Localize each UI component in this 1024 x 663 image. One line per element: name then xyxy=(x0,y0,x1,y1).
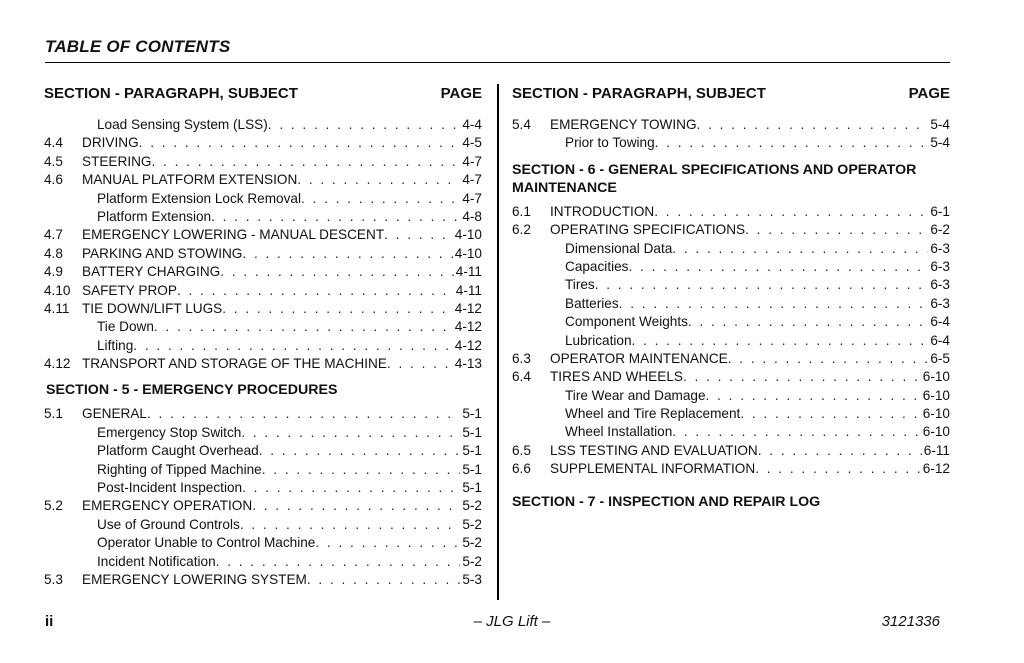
toc-entry-page: 4-5 xyxy=(462,135,482,151)
toc-entry-title: EMERGENCY LOWERING - MANUAL DESCENT xyxy=(82,227,385,243)
toc-entry[interactable] xyxy=(512,387,950,405)
toc-entry-title: TRANSPORT AND STORAGE OF THE MACHINE xyxy=(82,356,387,372)
dot-leader xyxy=(241,424,460,442)
section-5-heading[interactable]: SECTION - 5 - EMERGENCY PROCEDURES xyxy=(46,382,338,399)
toc-entry[interactable] xyxy=(44,263,482,281)
toc-entry-title: EMERGENCY TOWING xyxy=(550,117,697,132)
dot-leader xyxy=(745,221,928,239)
dot-leader xyxy=(220,263,454,281)
toc-entry-number: 4.6 xyxy=(44,172,63,188)
dot-leader xyxy=(619,295,929,313)
dot-leader xyxy=(242,245,452,263)
dot-leader xyxy=(216,553,461,571)
dot-leader xyxy=(384,226,453,244)
toc-entry-title: Tires xyxy=(565,277,595,293)
toc-entry[interactable] xyxy=(512,405,950,423)
dot-leader xyxy=(683,368,921,386)
right-column-header xyxy=(512,84,950,106)
toc-entry-page: 4-10 xyxy=(454,227,482,243)
dot-leader xyxy=(154,318,453,336)
right-group1 xyxy=(512,116,950,153)
toc-entry-number: 5.4 xyxy=(512,117,531,132)
toc-entry[interactable] xyxy=(44,534,482,552)
section-6-heading-line2: MAINTENANCE xyxy=(512,179,617,196)
toc-entry-page: 4-12 xyxy=(454,300,482,316)
dot-leader xyxy=(672,423,920,441)
toc-entry[interactable] xyxy=(44,171,482,189)
dot-leader xyxy=(297,171,460,189)
toc-entry[interactable] xyxy=(44,355,482,373)
toc-entry[interactable] xyxy=(44,337,482,355)
toc-entry[interactable] xyxy=(512,295,950,313)
toc-entry-title: Righting of Tipped Machine xyxy=(97,461,262,477)
toc-entry-title: Capacities xyxy=(565,258,629,274)
toc-entry-page: 5-1 xyxy=(462,461,482,477)
toc-entry-page: 6-10 xyxy=(922,406,950,422)
dot-leader xyxy=(706,387,921,405)
dot-leader xyxy=(387,355,453,373)
toc-entry-page: 6-10 xyxy=(922,369,950,385)
toc-entry-title: Load Sensing System (LSS) xyxy=(97,117,268,132)
toc-entry-page: 4-12 xyxy=(454,319,482,335)
toc-entry-title: MANUAL PLATFORM EXTENSION xyxy=(82,172,298,188)
toc-entry-number: 6.4 xyxy=(512,369,531,385)
toc-entry[interactable] xyxy=(44,461,482,479)
toc-entry-title: Component Weights xyxy=(565,314,688,330)
toc-entry-title: EMERGENCY LOWERING SYSTEM xyxy=(82,571,307,587)
toc-entry-page: 6-5 xyxy=(930,350,950,366)
column-header-page: PAGE xyxy=(908,85,950,102)
toc-entry-title: DRIVING xyxy=(82,135,139,151)
dot-leader xyxy=(139,134,461,152)
toc-entry[interactable] xyxy=(44,442,482,460)
toc-entry-title: OPERATING SPECIFICATIONS xyxy=(550,222,746,238)
dot-leader xyxy=(259,442,461,460)
toc-entry-page: 4-10 xyxy=(454,245,482,261)
toc-entry[interactable] xyxy=(512,460,950,478)
toc-entry-title: Post-Incident Inspection xyxy=(97,480,243,496)
toc-entry-page: 6-3 xyxy=(930,258,950,274)
column-header-subject: SECTION - PARAGRAPH, SUBJECT xyxy=(512,85,766,102)
toc-entry-page: 6-10 xyxy=(922,387,950,403)
left-group1 xyxy=(44,116,482,373)
toc-entry-title: EMERGENCY OPERATION xyxy=(82,498,253,514)
toc-entry-page: 4-4 xyxy=(462,117,482,132)
toc-entry-title: SAFETY PROP xyxy=(82,282,177,298)
toc-entry-page: 5-2 xyxy=(462,553,482,569)
toc-entry[interactable] xyxy=(512,442,950,460)
page-title: TABLE OF CONTENTS xyxy=(45,37,231,56)
toc-entry[interactable] xyxy=(44,497,482,515)
dot-leader xyxy=(301,190,460,208)
dot-leader xyxy=(242,479,460,497)
toc-entry-page: 5-2 xyxy=(462,516,482,532)
toc-entry[interactable] xyxy=(512,258,950,276)
dot-leader xyxy=(728,350,929,368)
dot-leader xyxy=(595,276,929,294)
toc-entry-page: 4-7 xyxy=(462,190,482,206)
toc-entry[interactable] xyxy=(44,516,482,534)
toc-entry-page: 5-1 xyxy=(462,480,482,496)
toc-entry-page: 6-11 xyxy=(923,442,950,458)
toc-entry[interactable] xyxy=(44,405,482,423)
dot-leader xyxy=(697,116,929,134)
toc-entry-title: TIE DOWN/LIFT LUGS xyxy=(82,300,223,316)
toc-entry-number: 4.8 xyxy=(44,245,63,261)
dot-leader xyxy=(147,405,460,423)
toc-entry-title: PARKING AND STOWING xyxy=(82,245,243,261)
toc-entry-number: 4.4 xyxy=(44,135,63,151)
toc-entry-page: 4-8 xyxy=(462,208,482,224)
left-column xyxy=(44,84,482,589)
dot-leader xyxy=(252,497,460,515)
dot-leader xyxy=(740,405,920,423)
toc-entry-number: 4.9 xyxy=(44,264,63,280)
toc-entry-page: 5-4 xyxy=(930,135,950,151)
right-group2 xyxy=(512,203,950,479)
toc-entry[interactable] xyxy=(44,553,482,571)
dot-leader xyxy=(240,516,461,534)
toc-entry-number: 4.11 xyxy=(44,300,70,316)
toc-entry-title: BATTERY CHARGING xyxy=(82,264,221,280)
toc-entry-page: 6-3 xyxy=(930,240,950,256)
toc-entry-title: Operator Unable to Control Machine xyxy=(97,535,316,551)
dot-leader xyxy=(628,258,928,276)
toc-entry-title: Tire Wear and Damage xyxy=(565,387,706,403)
dot-leader xyxy=(211,208,460,226)
toc-entry-title: Prior to Towing xyxy=(565,135,655,151)
toc-entry-page: 4-7 xyxy=(462,172,482,188)
toc-entry-title: Lifting xyxy=(97,337,134,353)
page-number: ii xyxy=(45,613,54,630)
toc-entry-page: 5-3 xyxy=(462,571,482,587)
dot-leader xyxy=(755,460,921,478)
toc-entry-page: 5-1 xyxy=(462,443,482,459)
toc-entry[interactable] xyxy=(512,313,950,331)
toc-entry-number: 6.1 xyxy=(512,203,531,219)
dot-leader xyxy=(262,461,461,479)
toc-entry-page: 4-11 xyxy=(455,282,482,298)
toc-entry-title: GENERAL xyxy=(82,406,147,422)
toc-entry-title: Emergency Stop Switch xyxy=(97,424,242,440)
toc-entry[interactable] xyxy=(44,116,482,134)
toc-entry-page: 5-1 xyxy=(462,406,482,422)
toc-entry-title: Platform Extension xyxy=(97,208,212,224)
toc-entry-page: 6-4 xyxy=(930,332,950,348)
toc-entry[interactable] xyxy=(44,318,482,336)
dot-leader xyxy=(632,332,929,350)
toc-entry[interactable] xyxy=(512,134,950,152)
toc-entry-page: 6-1 xyxy=(930,203,950,219)
document-number: 3121336 xyxy=(881,613,940,630)
dot-leader xyxy=(268,116,461,134)
toc-entry[interactable] xyxy=(44,571,482,589)
toc-entry-title: Batteries xyxy=(565,295,619,311)
toc-entry-title: Lubrication xyxy=(565,332,632,348)
toc-entry-number: 4.12 xyxy=(44,356,71,372)
toc-entry[interactable] xyxy=(512,116,950,134)
toc-entry-page: 5-2 xyxy=(462,498,482,514)
toc-entry-number: 5.3 xyxy=(44,571,63,587)
toc-entry-page: 4-11 xyxy=(455,264,482,280)
toc-entry-page: 6-4 xyxy=(930,314,950,330)
toc-entry-page: 6-10 xyxy=(922,424,950,440)
toc-entry[interactable] xyxy=(512,221,950,239)
toc-entry[interactable] xyxy=(44,282,482,300)
toc-entry-page: 5-2 xyxy=(462,535,482,551)
column-header-page: PAGE xyxy=(440,85,482,102)
toc-entry-title: Wheel and Tire Replacement xyxy=(565,406,741,422)
column-divider xyxy=(497,84,499,600)
title-rule xyxy=(45,62,950,63)
toc-entry[interactable] xyxy=(44,226,482,244)
toc-entry[interactable] xyxy=(44,190,482,208)
toc-entry-number: 6.6 xyxy=(512,461,531,477)
toc-entry-page: 5-4 xyxy=(930,117,950,132)
toc-entry-title: Platform Extension Lock Removal xyxy=(97,190,301,206)
toc-entry-page: 5-1 xyxy=(462,424,482,440)
toc-entry[interactable] xyxy=(512,203,950,221)
toc-entry[interactable] xyxy=(512,423,950,441)
toc-entry-title: INTRODUCTION xyxy=(550,203,655,219)
toc-entry[interactable] xyxy=(44,208,482,226)
toc-entry-number: 4.5 xyxy=(44,153,63,169)
toc-entry[interactable] xyxy=(44,424,482,442)
toc-entry[interactable] xyxy=(44,479,482,497)
dot-leader xyxy=(672,240,928,258)
toc-entry-page: 6-3 xyxy=(930,277,950,293)
section-7-heading[interactable]: SECTION - 7 - INSPECTION AND REPAIR LOG xyxy=(512,493,821,510)
section-6-heading-line1: SECTION - 6 - GENERAL SPECIFICATIONS AND OPERATOR xyxy=(512,161,917,178)
dot-leader xyxy=(688,313,928,331)
toc-entry-number: 6.5 xyxy=(512,442,531,458)
toc-entry-page: 6-3 xyxy=(930,295,950,311)
toc-entry-number: 6.3 xyxy=(512,350,531,366)
right-column xyxy=(512,84,950,517)
toc-entry-number: 5.1 xyxy=(44,406,63,422)
toc-entry-title: Platform Caught Overhead xyxy=(97,443,259,459)
toc-entry-title: Dimensional Data xyxy=(565,240,673,256)
toc-entry[interactable] xyxy=(44,245,482,263)
toc-entry[interactable] xyxy=(512,332,950,350)
dot-leader xyxy=(307,571,461,589)
toc-entry[interactable] xyxy=(44,300,482,318)
toc-entry[interactable] xyxy=(44,134,482,152)
toc-entry-title: Use of Ground Controls xyxy=(97,516,240,532)
dot-leader xyxy=(222,300,453,318)
toc-entry-title: SUPPLEMENTAL INFORMATION xyxy=(550,461,756,477)
dot-leader xyxy=(758,442,922,460)
toc-entry-title: Tie Down xyxy=(97,319,154,335)
left-column-header xyxy=(44,84,482,106)
toc-entry-page: 6-2 xyxy=(930,222,950,238)
toc-entry-title: STEERING xyxy=(82,153,152,169)
toc-entry[interactable] xyxy=(512,350,950,368)
toc-entry-number: 6.2 xyxy=(512,222,531,238)
toc-entry[interactable] xyxy=(44,153,482,171)
toc-entry-title: LSS TESTING AND EVALUATION xyxy=(550,442,758,458)
dot-leader xyxy=(152,153,461,171)
toc-entry[interactable] xyxy=(512,276,950,294)
column-header-subject: SECTION - PARAGRAPH, SUBJECT xyxy=(44,85,298,102)
toc-entry-page: 6-12 xyxy=(922,461,950,477)
toc-entry-page: 4-13 xyxy=(454,356,482,372)
dot-leader xyxy=(655,134,929,152)
toc-entry[interactable] xyxy=(512,368,950,386)
dot-leader xyxy=(315,534,460,552)
toc-entry-page: 4-12 xyxy=(454,337,482,353)
toc-entry-number: 4.10 xyxy=(44,282,71,298)
dot-leader xyxy=(133,337,453,355)
footer-brand: – JLG Lift – xyxy=(473,613,551,630)
dot-leader xyxy=(654,203,928,221)
toc-entry-title: OPERATOR MAINTENANCE xyxy=(550,350,728,366)
toc-entry-title: Incident Notification xyxy=(97,553,216,569)
left-group2 xyxy=(44,405,482,589)
toc-entry-page: 4-7 xyxy=(462,153,482,169)
toc-entry-title: Wheel Installation xyxy=(565,424,673,440)
section-6-heading[interactable] xyxy=(512,161,950,197)
toc-entry-number: 5.2 xyxy=(44,498,63,514)
toc-entry-number: 4.7 xyxy=(44,227,63,243)
toc-entry[interactable] xyxy=(512,240,950,258)
toc-entry-title: TIRES AND WHEELS xyxy=(550,369,683,385)
dot-leader xyxy=(177,282,454,300)
